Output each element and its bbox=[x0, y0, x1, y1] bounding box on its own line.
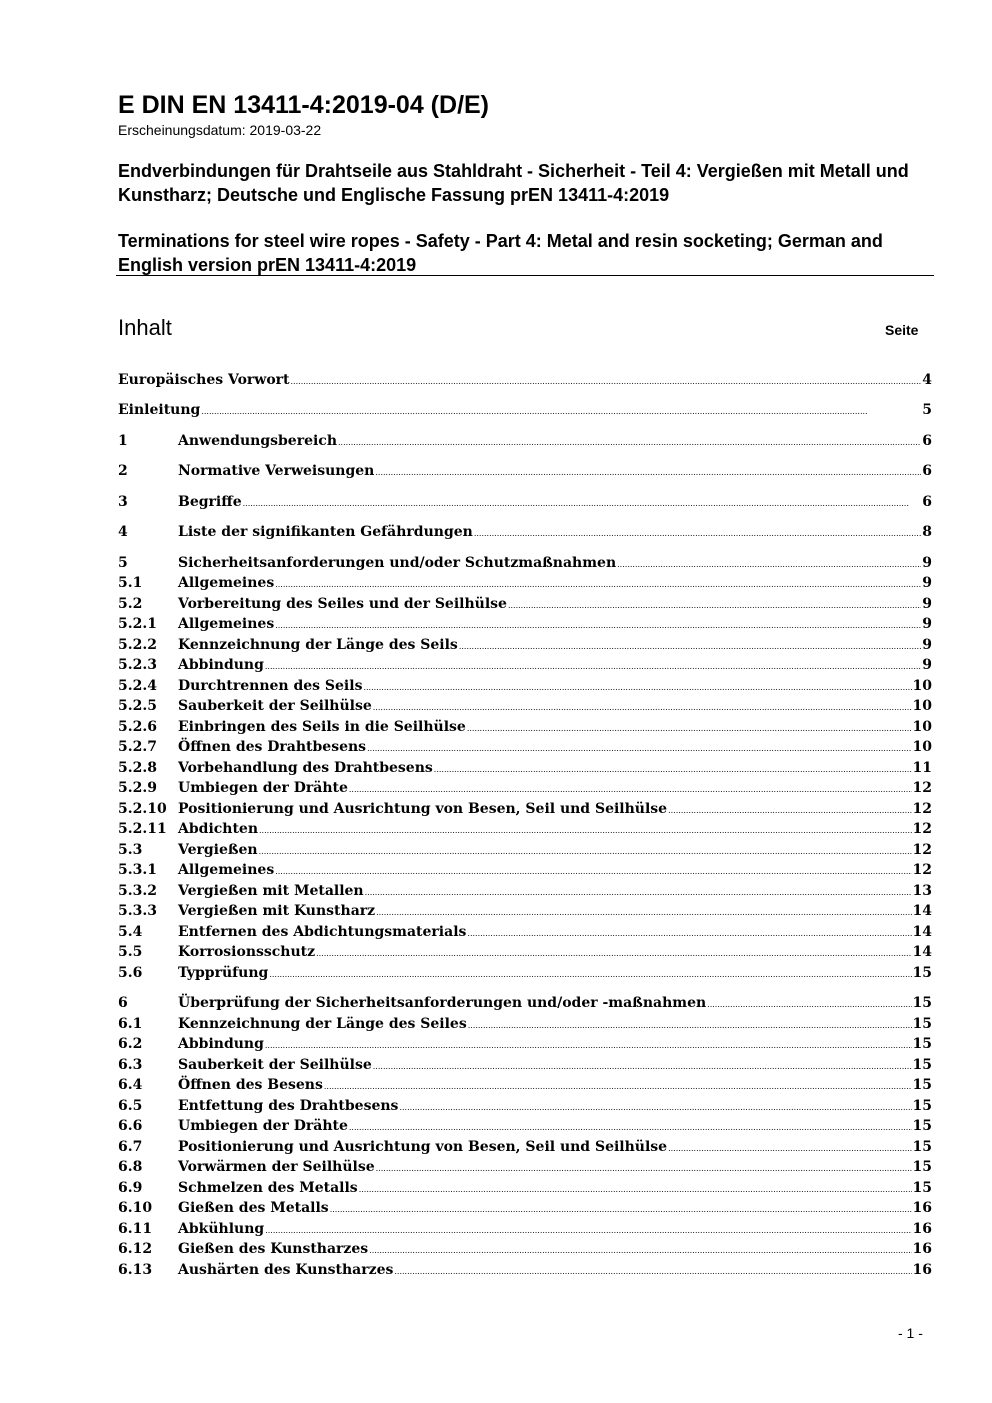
toc-entry-page: 12 bbox=[912, 862, 932, 878]
toc-entry[interactable] bbox=[118, 760, 932, 780]
page-column-label: Seite bbox=[885, 322, 919, 338]
toc-entry-title: Abbindung bbox=[178, 1036, 264, 1052]
toc-dot-leader bbox=[373, 698, 912, 714]
toc-entry-page: 6 bbox=[922, 463, 932, 479]
toc-entry[interactable] bbox=[118, 821, 932, 841]
toc-entry-page: 16 bbox=[912, 1241, 932, 1257]
toc-entry-title: Vorbehandlung des Drahtbesens bbox=[178, 760, 433, 776]
toc-dot-leader bbox=[459, 637, 921, 653]
toc-entry-page: 10 bbox=[912, 739, 932, 755]
toc-entry-title: Umbiegen der Drähte bbox=[178, 1118, 348, 1134]
toc-entry[interactable] bbox=[118, 883, 932, 903]
toc-entry[interactable] bbox=[118, 1200, 932, 1220]
toc-entry-number: 6.11 bbox=[118, 1221, 153, 1237]
toc-entry-number: 6.9 bbox=[118, 1180, 143, 1196]
toc-entry-number: 5.6 bbox=[118, 965, 143, 981]
toc-entry-page: 10 bbox=[912, 698, 932, 714]
toc-entry-title: Sauberkeit der Seilhülse bbox=[178, 698, 372, 714]
toc-entry-number: 5.3.2 bbox=[118, 883, 157, 899]
toc-dot-leader bbox=[349, 1118, 912, 1134]
toc-entry-number: 6.4 bbox=[118, 1077, 143, 1093]
toc-entry-page: 4 bbox=[922, 372, 932, 388]
toc-entry-title: Typprüfung bbox=[178, 965, 269, 981]
toc-entry[interactable] bbox=[118, 1221, 932, 1241]
toc-entry-number: 5 bbox=[118, 555, 128, 571]
toc-entry-title: Einleitung bbox=[118, 402, 201, 418]
toc-entry-title: Kennzeichnung der Länge des Seiles bbox=[178, 1016, 467, 1032]
toc-entry-page: 13 bbox=[912, 883, 932, 899]
toc-entry[interactable] bbox=[118, 616, 932, 636]
toc-entry[interactable] bbox=[118, 780, 932, 800]
toc-dot-leader bbox=[668, 801, 911, 817]
toc-entry[interactable] bbox=[118, 1139, 932, 1159]
toc-entry-number: 6.7 bbox=[118, 1139, 143, 1155]
toc-entry-page: 15 bbox=[912, 995, 932, 1011]
toc-dot-leader bbox=[269, 965, 911, 981]
toc-entry[interactable] bbox=[118, 524, 932, 544]
toc-entry-title: Einbringen des Seils in die Seilhülse bbox=[178, 719, 466, 735]
toc-entry-number: 5.4 bbox=[118, 924, 143, 940]
toc-entry-number: 5.1 bbox=[118, 575, 143, 591]
toc-dot-leader bbox=[259, 842, 912, 858]
toc-entry-number: 6.5 bbox=[118, 1098, 143, 1114]
toc-dot-leader bbox=[275, 862, 911, 878]
toc-dot-leader bbox=[617, 555, 921, 571]
toc-entry[interactable] bbox=[118, 1241, 932, 1261]
toc-entry-page: 12 bbox=[912, 842, 932, 858]
toc-entry[interactable] bbox=[118, 903, 932, 923]
toc-entry-number: 5.2.7 bbox=[118, 739, 157, 755]
toc-entry[interactable] bbox=[118, 555, 932, 575]
toc-dot-leader bbox=[330, 1200, 912, 1216]
toc-entry-title: Vorwärmen der Seilhülse bbox=[178, 1159, 375, 1175]
toc-entry-number: 5.2.10 bbox=[118, 801, 167, 817]
toc-entry[interactable] bbox=[118, 1098, 932, 1118]
toc-dot-leader bbox=[291, 372, 922, 388]
toc-entry-page: 12 bbox=[912, 780, 932, 796]
toc-entry[interactable] bbox=[118, 801, 932, 821]
toc-entry-number: 5.2 bbox=[118, 596, 143, 612]
toc-entry-title: Gießen des Metalls bbox=[178, 1200, 329, 1216]
toc-dot-leader bbox=[376, 903, 911, 919]
toc-entry-title: Sicherheitsanforderungen und/oder Schutzmaßnahmen bbox=[178, 555, 617, 571]
toc-dot-leader bbox=[265, 1036, 912, 1052]
toc-entry-title: Gießen des Kunstharzes bbox=[178, 1241, 369, 1257]
toc-entry-page: 6 bbox=[922, 433, 932, 449]
toc-entry-title: Anwendungsbereich bbox=[178, 433, 337, 449]
toc-entry-number: 5.3.1 bbox=[118, 862, 157, 878]
toc-entry-page: 14 bbox=[912, 924, 932, 940]
toc-entry[interactable] bbox=[118, 842, 932, 862]
toc-entry-title: Positionierung und Ausrichtung von Besen, Seil und Seilhülse bbox=[178, 801, 668, 817]
toc-entry-number: 5.2.2 bbox=[118, 637, 157, 653]
toc-entry-number: 6.8 bbox=[118, 1159, 143, 1175]
toc-dot-leader bbox=[376, 1159, 912, 1175]
toc-entry-title: Liste der signifikanten Gefährdungen bbox=[178, 524, 473, 540]
toc-entry-page: 15 bbox=[912, 1180, 932, 1196]
toc-entry-title: Vergießen mit Kunstharz bbox=[178, 903, 376, 919]
toc-entry[interactable] bbox=[118, 1262, 932, 1282]
toc-dot-leader bbox=[467, 719, 912, 735]
toc-dot-leader bbox=[369, 1241, 911, 1257]
toc-entry-title: Allgemeines bbox=[178, 616, 275, 632]
toc-entry-title: Normative Verweisungen bbox=[178, 463, 375, 479]
toc-dot-leader bbox=[349, 780, 912, 796]
toc-dot-leader bbox=[243, 494, 922, 510]
toc-entry-title: Öffnen des Drahtbesens bbox=[178, 739, 367, 755]
toc-entry[interactable] bbox=[118, 402, 932, 422]
toc-entry-title: Überprüfung der Sicherheitsanforderungen und/oder -maßnahmen bbox=[178, 995, 707, 1011]
title-german: Endverbindungen für Drahtseile aus Stahldraht - Sicherheit - Teil 4: Vergießen mit Metall und Kunstharz; Deutsche und Englische Fassung prEN 13411-4:2019 bbox=[118, 161, 909, 205]
toc-dot-leader bbox=[275, 616, 921, 632]
toc-entry-page: 15 bbox=[912, 1139, 932, 1155]
toc-dot-leader bbox=[316, 944, 911, 960]
toc-entry-number: 5.3.3 bbox=[118, 903, 157, 919]
publication-date: Erscheinungsdatum: 2019-03-22 bbox=[118, 122, 322, 138]
toc-entry-title: Vorbereitung des Seiles und der Seilhülse bbox=[178, 596, 507, 612]
toc-entry[interactable] bbox=[118, 944, 932, 964]
toc-entry-number: 6.12 bbox=[118, 1241, 153, 1257]
contents-heading: Inhalt bbox=[118, 315, 172, 340]
toc-dot-leader bbox=[468, 1016, 912, 1032]
toc-entry-page: 11 bbox=[912, 760, 932, 776]
toc-entry-number: 1 bbox=[118, 433, 128, 449]
toc-entry[interactable] bbox=[118, 995, 932, 1015]
toc-entry[interactable] bbox=[118, 862, 932, 882]
toc-entry[interactable] bbox=[118, 463, 932, 483]
toc-entry-title: Abbindung bbox=[178, 657, 264, 673]
toc-entry-number: 5.2.8 bbox=[118, 760, 157, 776]
toc-dot-leader bbox=[399, 1098, 911, 1114]
toc-entry-title: Vergießen bbox=[178, 842, 258, 858]
toc-entry-title: Kennzeichnung der Länge des Seils bbox=[178, 637, 458, 653]
toc-dot-leader bbox=[375, 463, 921, 479]
toc-entry[interactable] bbox=[118, 678, 932, 698]
toc-dot-leader bbox=[373, 1057, 912, 1073]
toc-entry-page: 15 bbox=[912, 1036, 932, 1052]
toc-entry[interactable] bbox=[118, 1016, 932, 1036]
document-id: E DIN EN 13411-4:2019-04 (D/E) bbox=[118, 91, 490, 119]
toc-entry-title: Entfettung des Drahtbesens bbox=[178, 1098, 399, 1114]
toc-entry-page: 14 bbox=[912, 903, 932, 919]
toc-entry-title: Abdichten bbox=[178, 821, 259, 837]
toc-entry[interactable] bbox=[118, 739, 932, 759]
toc-entry-number: 5.2.6 bbox=[118, 719, 157, 735]
toc-entry[interactable] bbox=[118, 1118, 932, 1138]
toc-entry-page: 9 bbox=[922, 555, 932, 571]
toc-dot-leader bbox=[367, 739, 911, 755]
toc-entry-page: 15 bbox=[912, 1118, 932, 1134]
toc-entry-title: Europäisches Vorwort bbox=[118, 372, 290, 388]
toc-entry-page: 14 bbox=[912, 944, 932, 960]
toc-entry[interactable] bbox=[118, 1159, 932, 1179]
toc-entry-title: Vergießen mit Metallen bbox=[178, 883, 364, 899]
toc-entry-number: 5.2.1 bbox=[118, 616, 157, 632]
toc-entry[interactable] bbox=[118, 372, 932, 392]
toc-entry-number: 6.1 bbox=[118, 1016, 143, 1032]
toc-entry-page: 12 bbox=[912, 801, 932, 817]
toc-dot-leader bbox=[324, 1077, 912, 1093]
toc-entry-page: 16 bbox=[912, 1262, 932, 1278]
toc-entry-number: 5.5 bbox=[118, 944, 143, 960]
toc-entry[interactable] bbox=[118, 1180, 932, 1200]
toc-entry-title: Entfernen des Abdichtungsmaterials bbox=[178, 924, 467, 940]
toc-dot-leader bbox=[668, 1139, 911, 1155]
toc-entry[interactable] bbox=[118, 719, 932, 739]
toc-entry-title: Allgemeines bbox=[178, 862, 275, 878]
toc-entry-number: 4 bbox=[118, 524, 128, 540]
toc-entry-number: 5.2.4 bbox=[118, 678, 157, 694]
toc-entry[interactable] bbox=[118, 1077, 932, 1097]
toc-entry[interactable] bbox=[118, 1057, 932, 1077]
toc-entry-title: Abkühlung bbox=[178, 1221, 265, 1237]
toc-entry-title: Durchtrennen des Seils bbox=[178, 678, 363, 694]
toc-entry[interactable] bbox=[118, 965, 932, 985]
toc-entry-page: 9 bbox=[922, 596, 932, 612]
toc-entry-page: 16 bbox=[912, 1200, 932, 1216]
toc-dot-leader bbox=[338, 433, 921, 449]
toc-entry-page: 12 bbox=[912, 821, 932, 837]
toc-entry-page: 6 bbox=[922, 494, 932, 510]
toc-entry-number: 6 bbox=[118, 995, 128, 1011]
toc-entry-page: 15 bbox=[912, 1057, 932, 1073]
toc-dot-leader bbox=[365, 883, 912, 899]
toc-entry-title: Schmelzen des Metalls bbox=[178, 1180, 358, 1196]
toc-entry[interactable] bbox=[118, 698, 932, 718]
toc-dot-leader bbox=[275, 575, 921, 591]
footer-page-number: - 1 - bbox=[898, 1325, 923, 1341]
toc-entry-number: 3 bbox=[118, 494, 128, 510]
toc-entry-page: 10 bbox=[912, 678, 932, 694]
toc-entry-number: 5.2.11 bbox=[118, 821, 167, 837]
toc-entry-page: 15 bbox=[912, 1159, 932, 1175]
title-english: Terminations for steel wire ropes - Safety - Part 4: Metal and resin socketing; German and English version prEN 13411-4:2019 bbox=[118, 231, 883, 275]
toc-dot-leader bbox=[201, 402, 921, 418]
toc-dot-leader bbox=[265, 657, 921, 673]
toc-entry-number: 5.3 bbox=[118, 842, 143, 858]
toc-entry-page: 15 bbox=[912, 1016, 932, 1032]
toc-entry-title: Begriffe bbox=[178, 494, 242, 510]
toc-entry[interactable] bbox=[118, 494, 932, 514]
toc-entry-number: 6.2 bbox=[118, 1036, 143, 1052]
toc-entry-number: 6.3 bbox=[118, 1057, 143, 1073]
toc-entry-page: 8 bbox=[922, 524, 932, 540]
toc-entry-title: Korrosionsschutz bbox=[178, 944, 316, 960]
toc-dot-leader bbox=[474, 524, 921, 540]
toc-entry-page: 15 bbox=[912, 965, 932, 981]
toc-entry-page: 15 bbox=[912, 1077, 932, 1093]
toc-entry[interactable] bbox=[118, 1036, 932, 1056]
toc-entry-title: Positionierung und Ausrichtung von Besen, Seil und Seilhülse bbox=[178, 1139, 668, 1155]
toc-entry-title: Umbiegen der Drähte bbox=[178, 780, 348, 796]
toc-entry[interactable] bbox=[118, 637, 932, 657]
toc-dot-leader bbox=[394, 1262, 911, 1278]
toc-entry-page: 9 bbox=[922, 637, 932, 653]
toc-entry-title: Sauberkeit der Seilhülse bbox=[178, 1057, 372, 1073]
toc-entry-number: 6.13 bbox=[118, 1262, 153, 1278]
toc-entry-number: 5.2.5 bbox=[118, 698, 157, 714]
toc-entry-page: 9 bbox=[922, 575, 932, 591]
toc-entry-page: 5 bbox=[922, 402, 932, 418]
toc-entry-page: 9 bbox=[922, 616, 932, 632]
toc-entry-number: 5.2.3 bbox=[118, 657, 157, 673]
toc-entry-number: 6.10 bbox=[118, 1200, 153, 1216]
toc-entry-title: Aushärten des Kunstharzes bbox=[178, 1262, 394, 1278]
toc-entry[interactable] bbox=[118, 924, 932, 944]
toc-entry-title: Allgemeines bbox=[178, 575, 275, 591]
header-divider bbox=[116, 275, 934, 276]
toc-dot-leader bbox=[434, 760, 912, 776]
toc-entry[interactable] bbox=[118, 657, 932, 677]
toc-dot-leader bbox=[265, 1221, 911, 1237]
toc-entry-page: 10 bbox=[912, 719, 932, 735]
toc-entry[interactable] bbox=[118, 575, 932, 595]
toc-entry-page: 15 bbox=[912, 1098, 932, 1114]
toc-entry-number: 6.6 bbox=[118, 1118, 143, 1134]
toc-dot-leader bbox=[508, 596, 921, 612]
toc-dot-leader bbox=[259, 821, 912, 837]
toc-entry-number: 5.2.9 bbox=[118, 780, 157, 796]
toc-entry[interactable] bbox=[118, 433, 932, 453]
toc-dot-leader bbox=[359, 1180, 912, 1196]
toc-dot-leader bbox=[707, 995, 911, 1011]
toc-entry[interactable] bbox=[118, 596, 932, 616]
toc-entry-number: 2 bbox=[118, 463, 128, 479]
toc-dot-leader bbox=[363, 678, 911, 694]
toc-entry-page: 9 bbox=[922, 657, 932, 673]
toc-dot-leader bbox=[467, 924, 911, 940]
toc-entry-page: 16 bbox=[912, 1221, 932, 1237]
toc-entry-title: Öffnen des Besens bbox=[178, 1077, 323, 1093]
